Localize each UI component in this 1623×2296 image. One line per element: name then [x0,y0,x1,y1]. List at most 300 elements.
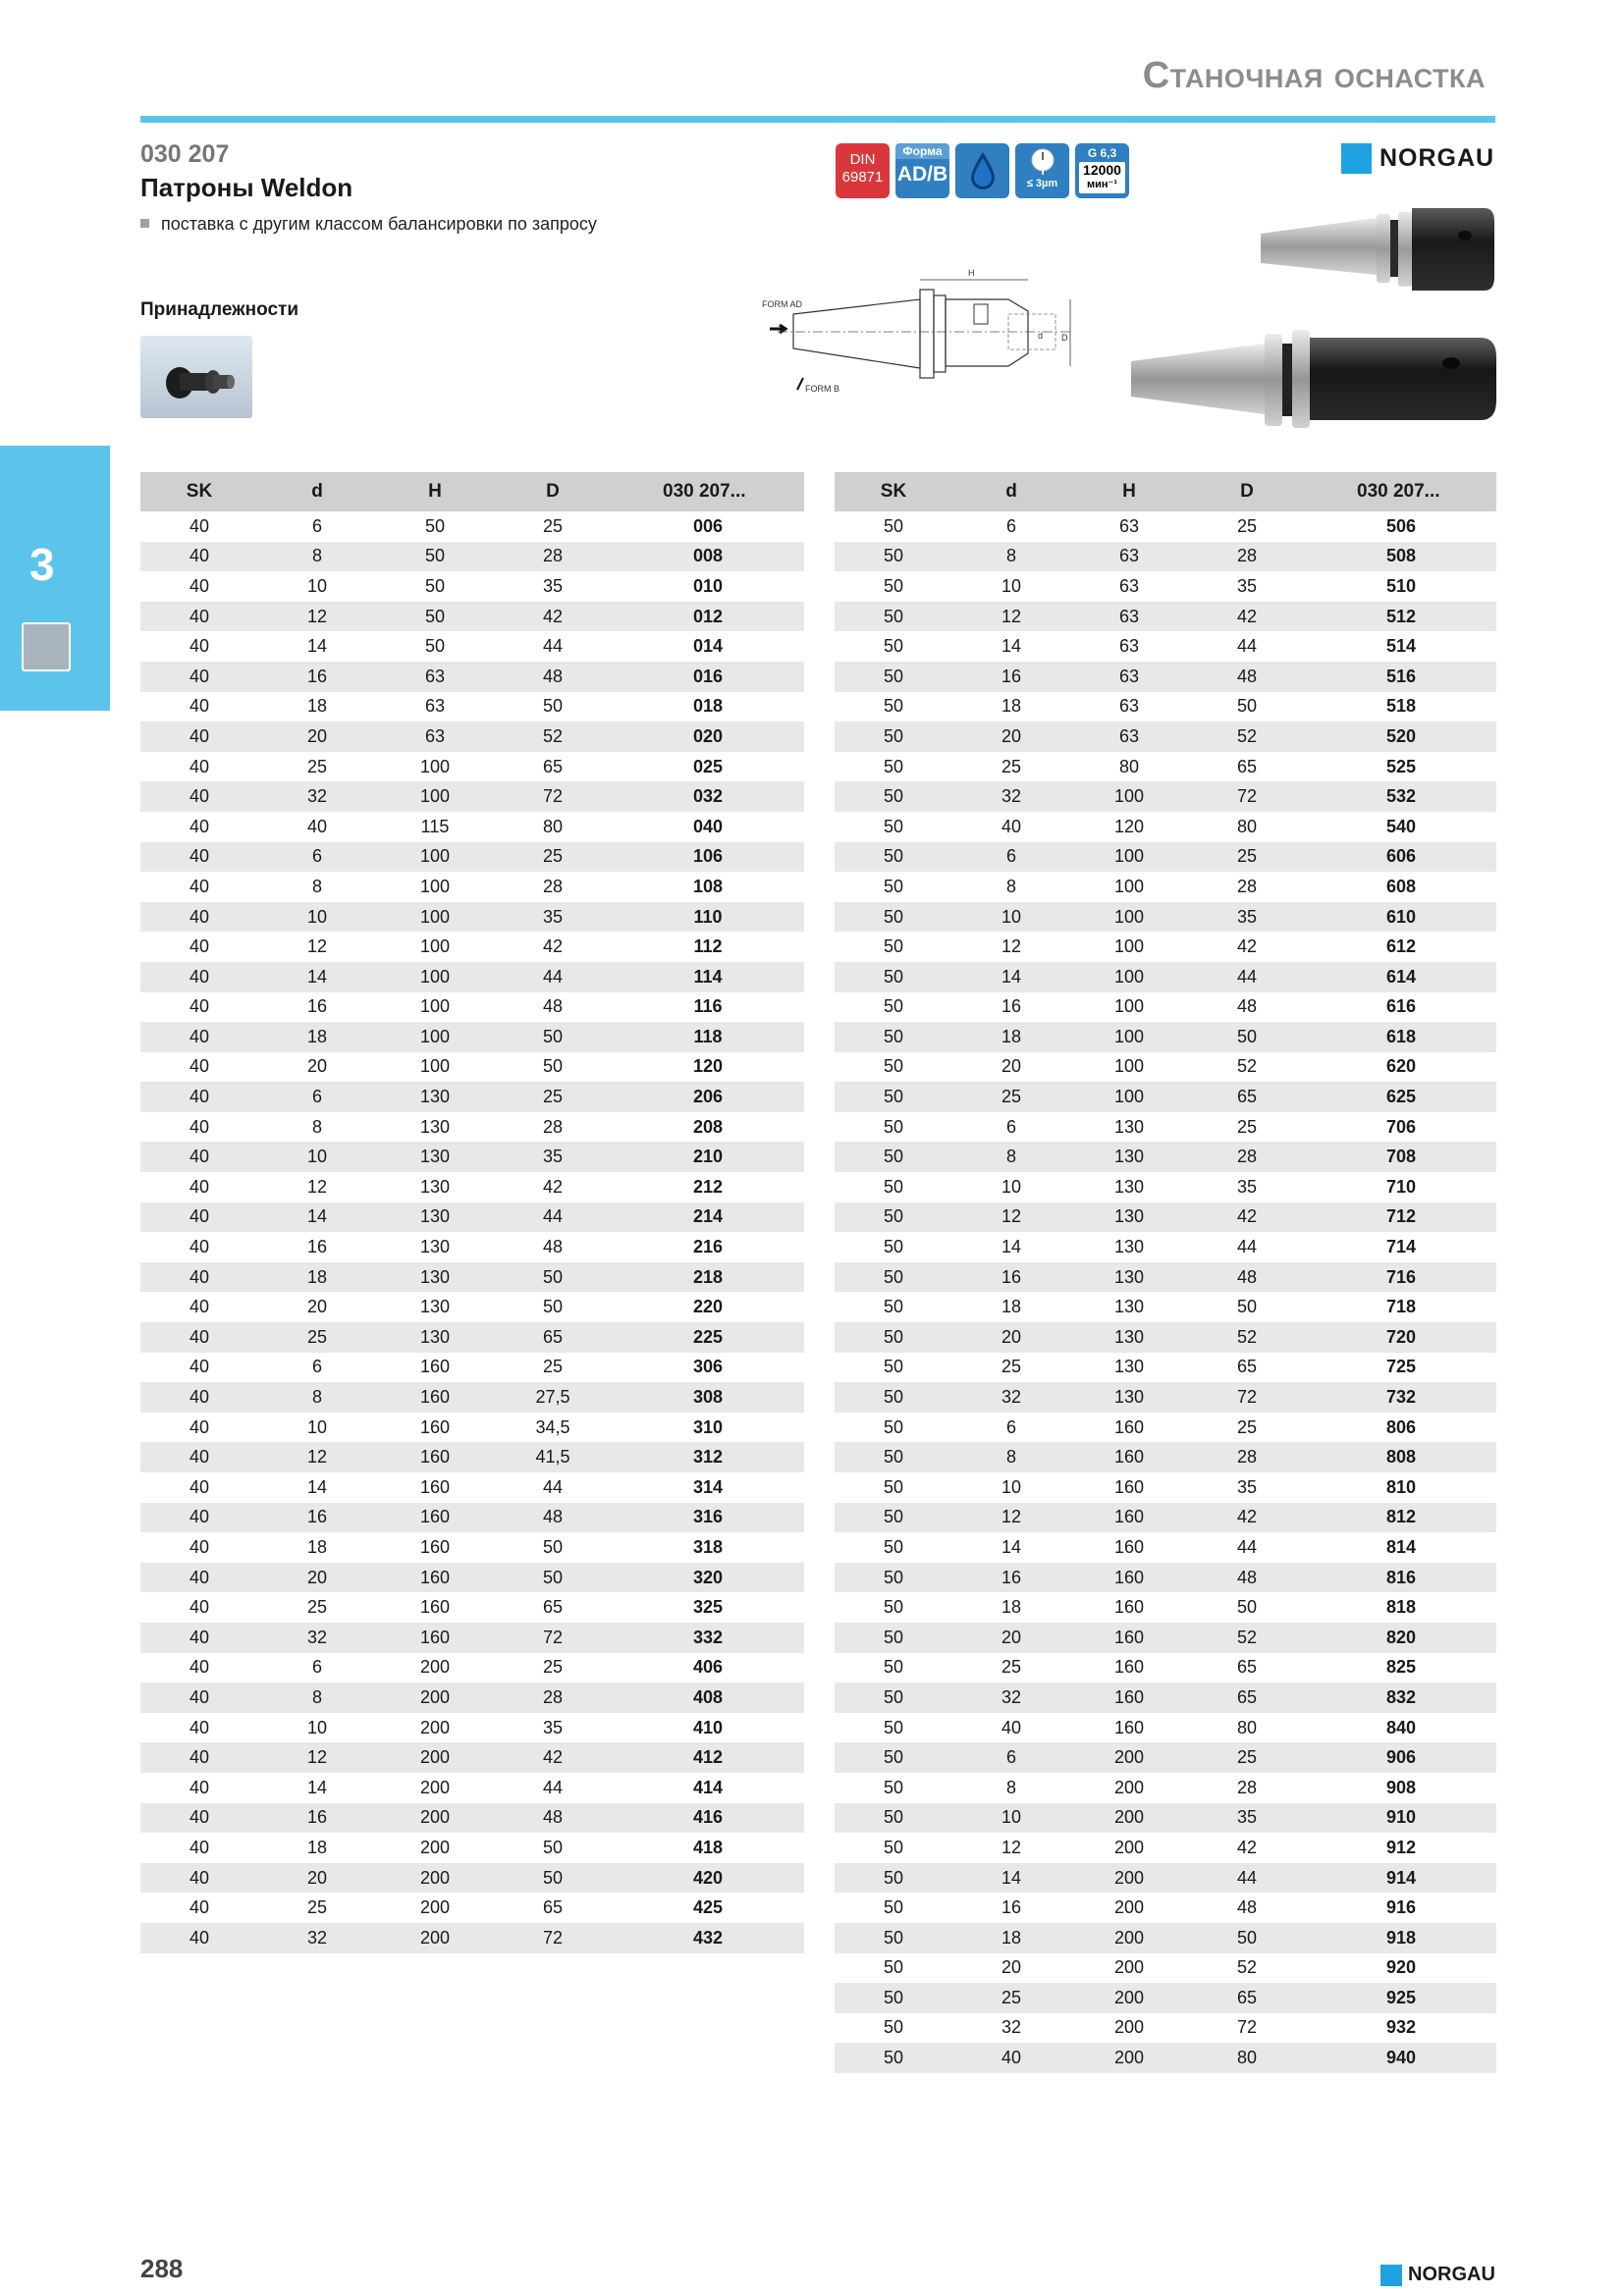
table-row [835,511,1496,542]
cell-D: 25 [1188,1742,1306,1773]
cell-d: 20 [306,1297,328,1317]
cell-D: 80 [1188,2043,1306,2073]
balance-class: G 6,3 [1087,146,1117,160]
cell-article: 406 [692,1657,724,1678]
cell-D: 48 [1188,662,1306,692]
cell-d: 12 [1001,1837,1022,1857]
cell-sk: 40 [189,1897,210,1918]
cell-article: 108 [692,876,724,896]
table-row [140,1052,804,1083]
cell-d: 16 [1001,996,1022,1017]
cell-h: 100 [1113,936,1145,957]
bullet-icon [140,219,149,228]
table-row [835,542,1496,572]
column-header-D: D [494,472,612,511]
cell-d: 14 [1001,636,1022,657]
cell-d: 25 [306,1897,328,1918]
cell-h: 130 [1113,1176,1145,1197]
cell-article: 012 [612,602,804,632]
table-row [140,1262,804,1293]
table-row [140,1592,804,1623]
table-row [835,1532,1496,1563]
table-row [140,1563,804,1593]
cell-article: 118 [612,1022,804,1052]
norgau-logo [1341,143,1494,174]
cell-h: 200 [419,1657,451,1678]
table-header-row [835,472,1496,511]
cell-sk: 50 [883,816,904,836]
cell-sk: 50 [835,1863,952,1894]
cell-d: 8 [1005,1777,1016,1797]
cell-h: 100 [1070,781,1188,812]
table-row [835,1262,1496,1293]
cell-D: 72 [494,1923,612,1953]
cell-d: 18 [1001,1597,1022,1618]
cell-h: 200 [1113,1837,1145,1857]
cell-sk: 40 [140,1322,258,1353]
cell-h: 160 [376,1503,494,1533]
cell-h: 200 [1070,2043,1188,2073]
cell-D: 35 [542,1717,564,1737]
cell-article: 408 [612,1682,804,1713]
cell-D: 50 [494,1563,612,1593]
form-badge-value: AD/B [896,163,948,186]
cell-D: 65 [542,1897,564,1918]
cell-sk: 50 [883,515,904,536]
cell-D: 48 [494,1803,612,1834]
table-row [835,1653,1496,1683]
cell-d: 18 [1001,696,1022,717]
cell-D: 25 [1188,842,1306,873]
cell-D: 28 [542,876,564,896]
cell-h: 200 [419,1717,451,1737]
table-row [140,1893,804,1923]
table-row [140,1442,804,1472]
cell-h: 200 [376,1803,494,1834]
cell-article: 918 [1306,1923,1496,1953]
cell-sk: 50 [883,1957,904,1978]
spec-badges [836,143,1129,198]
cell-h: 100 [419,1056,451,1077]
cell-sk: 40 [189,876,210,896]
logo-square-icon [1380,2265,1402,2286]
cell-d: 6 [258,1082,376,1112]
table-row [835,1623,1496,1653]
cell-h: 160 [419,1476,451,1497]
cell-d: 6 [952,842,1070,873]
cell-h: 130 [1070,1142,1188,1172]
cell-article: 616 [1385,996,1417,1017]
cell-h: 130 [419,1237,451,1257]
cell-sk: 50 [883,1056,904,1077]
cell-sk: 50 [835,542,952,572]
cell-h: 200 [1113,1897,1145,1918]
cell-D: 25 [494,1082,612,1112]
table-row [835,1893,1496,1923]
cell-article: 306 [692,1357,724,1377]
cell-sk: 50 [883,575,904,596]
cell-article: 914 [1306,1863,1496,1894]
cell-article: 425 [692,1897,724,1918]
table-row [140,511,804,542]
cell-D: 35 [1236,1476,1258,1497]
cell-sk: 40 [140,1142,258,1172]
cell-D: 65 [1188,1082,1306,1112]
cell-d: 18 [306,696,328,717]
cell-article: 010 [692,575,724,596]
cell-D: 42 [494,602,612,632]
cell-sk: 40 [140,721,258,752]
cell-h: 100 [1070,902,1188,933]
table-row [140,1082,804,1112]
cell-sk: 40 [140,542,258,572]
cell-d: 25 [1001,1657,1022,1678]
cell-d: 40 [1001,816,1022,836]
cell-d: 14 [1001,1237,1022,1257]
table-row [140,1172,804,1202]
cell-D: 50 [542,696,564,717]
cell-sk: 50 [883,1597,904,1618]
cell-D: 28 [1236,876,1258,896]
table-row [140,1532,804,1563]
table-row [835,571,1496,602]
balance-badge [1075,143,1129,198]
cell-D: 27,5 [494,1382,612,1413]
cell-sk: 50 [835,1262,952,1293]
cell-sk: 40 [189,756,210,776]
table-row [140,1653,804,1683]
cell-sk: 50 [835,842,952,873]
cell-D: 50 [1236,1297,1258,1317]
retention-knob-image [140,336,252,418]
cell-article: 912 [1385,1837,1417,1857]
cell-sk: 40 [140,1503,258,1533]
cell-sk: 50 [835,1803,952,1834]
cell-D: 48 [542,996,564,1017]
cell-article: 014 [692,636,724,657]
cell-sk: 40 [140,962,258,992]
cell-d: 18 [258,1262,376,1293]
cell-d: 20 [258,721,376,752]
cell-article: 316 [612,1503,804,1533]
cell-D: 35 [1188,1803,1306,1834]
cell-article: 510 [1385,575,1417,596]
cell-h: 100 [1070,1022,1188,1052]
cell-h: 160 [1113,1597,1145,1618]
cell-article: 606 [1306,842,1496,873]
cell-article: 214 [612,1202,804,1233]
cell-D: 28 [1236,1777,1258,1797]
table-row [140,1202,804,1233]
cell-article: 312 [612,1442,804,1472]
cell-D: 72 [1188,781,1306,812]
table-row [140,1413,804,1443]
cell-article: 820 [1306,1623,1496,1653]
cell-article: 006 [692,515,724,536]
cell-D: 25 [494,842,612,873]
product-note [140,214,597,235]
cell-h: 63 [424,696,446,717]
cell-h: 200 [1070,1742,1188,1773]
cell-sk: 50 [835,662,952,692]
cell-d: 40 [952,2043,1070,2073]
cell-sk: 50 [835,1382,952,1413]
cell-sk: 40 [189,1176,210,1197]
cell-article: 018 [692,696,724,717]
cell-article: 932 [1385,2017,1417,2038]
cell-D: 44 [1236,1237,1258,1257]
table-row [835,1742,1496,1773]
cell-h: 63 [1070,721,1188,752]
cell-article: 520 [1306,721,1496,752]
cell-h: 160 [1113,1416,1145,1437]
cell-article: 806 [1385,1416,1417,1437]
cell-h: 130 [419,1176,451,1197]
cell-sk: 50 [883,876,904,896]
form-badge-title: Форма [895,143,949,159]
column-header-sk: SK [835,472,952,511]
table-row [140,631,804,662]
cell-D: 28 [494,542,612,572]
cell-sk: 40 [189,1416,210,1437]
cell-d: 40 [306,816,328,836]
cell-d: 10 [952,902,1070,933]
cell-h: 63 [1118,636,1140,657]
cell-sk: 40 [140,1442,258,1472]
cell-D: 80 [1236,1717,1258,1737]
cell-D: 25 [542,1657,564,1678]
table-row [835,1803,1496,1834]
table-row [140,932,804,962]
cell-D: 52 [1236,1957,1258,1978]
cell-D: 44 [494,1202,612,1233]
table-row [140,1022,804,1052]
balance-rpm: 12000 [1083,162,1121,178]
cell-D: 52 [1188,1623,1306,1653]
tool-holder-photo-large [1127,316,1496,442]
table-row [835,1472,1496,1503]
table-row [140,1292,804,1322]
cell-D: 65 [1236,1357,1258,1377]
cell-d: 14 [258,1202,376,1233]
logo-text: NORGAU [1380,144,1495,172]
table-row [140,1682,804,1713]
table-row [835,842,1496,873]
cell-article: 418 [692,1837,724,1857]
cell-sk: 50 [883,1777,904,1797]
runout-gauge-badge [1015,143,1069,198]
cell-h: 100 [376,1022,494,1052]
cell-sk: 50 [883,1416,904,1437]
cell-sk: 40 [189,1237,210,1257]
cell-article: 116 [693,996,723,1017]
cell-article: 620 [1385,1056,1417,1077]
cell-article: 508 [1306,542,1496,572]
cell-d: 14 [952,962,1070,992]
cell-article: 212 [692,1176,724,1197]
column-header-d: d [952,472,1070,511]
cell-article: 612 [1385,936,1417,957]
cell-D: 50 [542,1297,564,1317]
header-rule [140,116,1495,123]
cell-D: 50 [494,1863,612,1894]
cell-h: 130 [419,1116,451,1137]
cell-sk: 50 [883,1717,904,1737]
cell-D: 44 [1236,1536,1258,1557]
cell-article: 332 [612,1623,804,1653]
cell-h: 100 [419,996,451,1017]
table-row [140,1353,804,1383]
table-row [835,1292,1496,1322]
table-row [140,1833,804,1863]
technical-drawing [758,260,1082,412]
cell-D: 72 [494,781,612,812]
cell-sk: 50 [883,696,904,717]
cell-article: 718 [1385,1297,1417,1317]
cell-h: 160 [1070,1442,1188,1472]
table-row [835,1382,1496,1413]
cell-D: 48 [1236,996,1258,1017]
cell-sk: 50 [835,1682,952,1713]
cell-D: 50 [542,1837,564,1857]
cell-article: 614 [1306,962,1496,992]
table-row [835,812,1496,842]
cell-d: 10 [306,1416,328,1437]
cell-h: 160 [1113,1536,1145,1557]
cell-h: 160 [376,1563,494,1593]
cell-d: 10 [1001,575,1022,596]
cell-sk: 50 [835,1322,952,1353]
cell-D: 72 [1188,1382,1306,1413]
cell-D: 50 [542,1056,564,1077]
cell-D: 65 [542,756,564,776]
tool-holder-photo-small [1259,192,1494,310]
cell-article: 318 [692,1536,724,1557]
table-row [835,1773,1496,1803]
cell-d: 32 [952,781,1070,812]
cell-d: 18 [952,1022,1070,1052]
cell-d: 12 [952,1503,1070,1533]
table-row [835,662,1496,692]
cell-d: 25 [952,1082,1070,1112]
cell-d: 6 [311,1657,322,1678]
cell-article: 818 [1385,1597,1417,1618]
cell-sk: 50 [883,1176,904,1197]
table-row [835,1322,1496,1353]
cell-sk: 50 [835,1202,952,1233]
cell-sk: 50 [883,756,904,776]
cell-h: 160 [376,1382,494,1413]
cell-sk: 40 [140,1742,258,1773]
cell-D: 50 [542,1536,564,1557]
norgau-logo-footer [1380,2264,1495,2286]
cell-d: 14 [306,1476,328,1497]
table-row [140,721,804,752]
cell-article: 325 [692,1597,724,1618]
cell-article: 314 [692,1476,724,1497]
page-number: 288 [140,2254,184,2283]
cell-h: 130 [1070,1202,1188,1233]
cell-sk: 50 [883,1837,904,1857]
cell-sk: 40 [140,1923,258,1953]
cell-article: 810 [1385,1476,1417,1497]
cell-article: 516 [1306,662,1496,692]
cell-d: 20 [952,721,1070,752]
cell-article: 218 [612,1262,804,1293]
cell-article: 210 [612,1142,804,1172]
cell-sk: 40 [189,575,210,596]
cell-d: 18 [258,1022,376,1052]
cell-sk: 40 [140,1682,258,1713]
cell-h: 160 [376,1442,494,1472]
table-row [140,842,804,873]
cell-h: 100 [376,962,494,992]
accessories-title: Принадлежности [140,299,299,320]
cell-article: 412 [612,1742,804,1773]
table-row [835,962,1496,992]
logo-square-icon [1341,143,1372,174]
cell-d: 25 [306,1597,328,1618]
cell-article: 110 [612,902,804,933]
cell-D: 52 [1236,1056,1258,1077]
section-title: Станочная оснастка [1142,55,1486,96]
cell-D: 80 [1236,816,1258,836]
cell-h: 200 [376,1923,494,1953]
cell-sk: 50 [835,1923,952,1953]
cell-D: 48 [494,1503,612,1533]
cell-article: 725 [1385,1357,1417,1377]
table-row [140,1232,804,1262]
cell-d: 12 [952,602,1070,632]
cell-h: 100 [1070,962,1188,992]
cell-sk: 50 [835,1142,952,1172]
cell-d: 6 [258,842,376,873]
table-row [835,1353,1496,1383]
cell-sk: 50 [835,1503,952,1533]
cell-h: 160 [1113,1717,1145,1737]
cell-article: 225 [612,1322,804,1353]
cell-sk: 50 [835,1983,952,2013]
cell-sk: 40 [189,1536,210,1557]
cell-h: 80 [1118,756,1140,776]
cell-h: 200 [1070,1863,1188,1894]
cell-sk: 40 [189,515,210,536]
cell-article: 708 [1306,1142,1496,1172]
table-row [140,1923,804,1953]
cell-D: 44 [542,1476,564,1497]
cell-d: 14 [306,1777,328,1797]
cell-D: 48 [1236,1897,1258,1918]
cell-h: 200 [376,1863,494,1894]
cell-h: 160 [1070,1503,1188,1533]
cell-article: 712 [1306,1202,1496,1233]
cell-sk: 40 [140,1623,258,1653]
cell-d: 16 [952,662,1070,692]
cell-d: 25 [306,756,328,776]
cell-D: 25 [542,515,564,536]
table-row [140,1322,804,1353]
cell-d: 25 [952,1983,1070,2013]
cell-sk: 40 [140,1563,258,1593]
form-ad-label: FORM AD [762,299,803,309]
cell-sk: 50 [835,721,952,752]
cell-sk: 40 [189,1597,210,1618]
cell-D: 42 [542,936,564,957]
table-row [835,721,1496,752]
table-row [835,1052,1496,1083]
cell-D: 28 [1188,542,1306,572]
cell-D: 44 [494,962,612,992]
